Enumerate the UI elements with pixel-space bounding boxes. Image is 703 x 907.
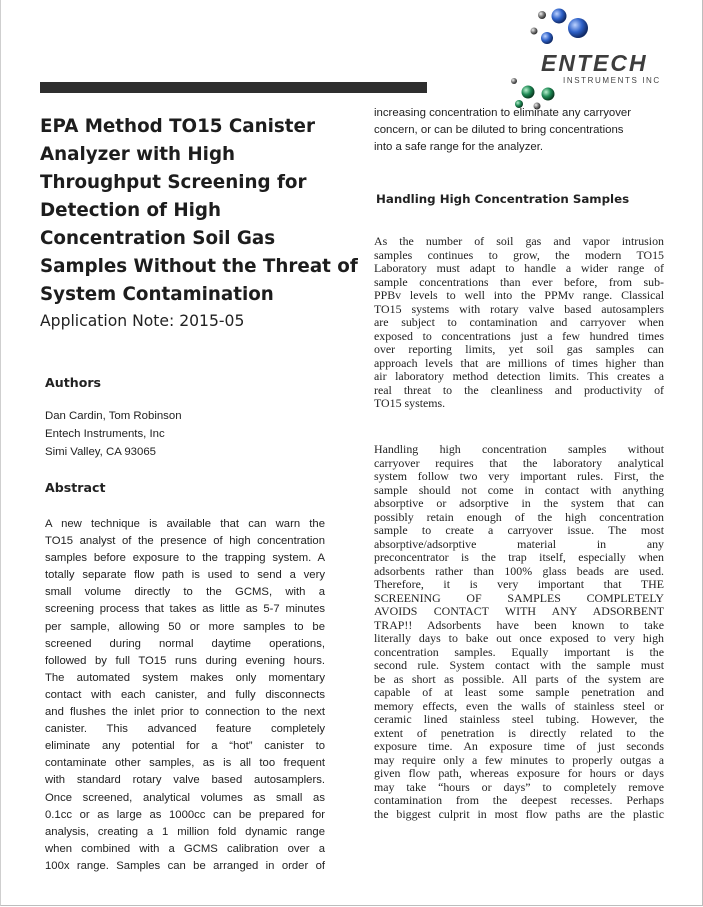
text-line: Handling high concentration samples without xyxy=(374,442,664,456)
text-line: AVOIDS CONTACT WITH ANY ADSORBENT xyxy=(374,604,664,618)
text-line: system follow two very important rules. First, the xyxy=(374,469,664,483)
text-line: exposed to concentrations just a few hundred times xyxy=(374,328,664,343)
text-line: contact with each canister, and fully disconnects xyxy=(45,688,325,701)
text-line: contamination from the deepest recesses. Perhaps xyxy=(374,793,664,807)
text-line: are subject to contamination and carryover when xyxy=(374,315,664,329)
text-line: The automated system makes only momentary xyxy=(45,671,325,684)
text-line: followed by full TO15 runs during evening hours. xyxy=(45,654,325,667)
text-line: adsorbents rather than 100% glass beads are used. xyxy=(374,563,664,578)
text-line: with standard rotary valve based autosamplers. xyxy=(45,774,325,787)
text-line: when combined with a GCMS calibration over a xyxy=(45,842,325,855)
text-line: literally days to bake out once exposed to very high xyxy=(374,631,664,645)
text-line: ceramic lined stainless steel tubing. However, the xyxy=(374,712,664,726)
author-company: Entech Instruments, Inc xyxy=(45,428,165,440)
intro-continuation xyxy=(374,105,664,156)
author-address: Simi Valley, CA 93065 xyxy=(45,446,157,458)
document-title: EPA Method TO15 Canister Analyzer with High Throughput Screening for Detection of High Concentration Soil Gas Samples Without the Threat of System Contamination xyxy=(40,116,358,305)
text-line: A new technique is available that can warn the xyxy=(45,518,325,530)
text-line: the biggest culprit in most flow paths are the plastic xyxy=(374,806,664,821)
text-line: TO15 systems with rotary valve based autosamplers xyxy=(374,301,664,316)
text-line: totally separate flow path is used to send a very xyxy=(45,569,325,582)
section-paragraph-2 xyxy=(374,443,664,821)
text-line: and flushes the inlet prior to connection to the next xyxy=(45,706,325,719)
text-line: carryover requires that the laboratory analytical xyxy=(374,455,664,470)
text-line: eliminate any potential for a “hot” canister to xyxy=(45,740,325,753)
authors-heading: Authors xyxy=(45,375,102,390)
text-line: samples before exposure to the trapping system. A xyxy=(45,552,325,565)
text-line: Once screened, analytical volumes as small as xyxy=(45,791,325,804)
text-line: canister. This advanced feature completely xyxy=(45,723,325,736)
text-line: screened during normal daytime operations, xyxy=(45,637,325,650)
text-line: sample should not come in contact with anything xyxy=(374,482,664,497)
text-line: samples continues to grow, the modern TO15 xyxy=(374,247,664,262)
text-line: TRAP!! Adsorbents have been known to take xyxy=(374,617,664,632)
text-line: memory effects, even the walls of stainless steel or xyxy=(374,698,664,713)
text-line: sample to create a carryover issue. The most xyxy=(374,523,664,537)
application-note-number: Application Note: 2015-05 xyxy=(40,312,245,330)
text-line: Therefore, it is very important that THE xyxy=(374,577,664,591)
text-line: second rule. System contact with the sample must xyxy=(374,658,664,672)
text-line: 100x range. Samples can be arranged in order of xyxy=(45,859,325,872)
text-line: extent of penetration is directly related to the xyxy=(374,725,664,740)
text-line: As the number of soil gas and vapor intrusion xyxy=(374,234,664,248)
text-line: per sample, allowing 50 or more samples to be xyxy=(45,620,325,633)
text-line: small volume directly to the GCMS, with a xyxy=(45,586,325,599)
text-line: may take “hours or days” to completely remove xyxy=(374,779,664,794)
text-line: possibly retain enough of the high concentration xyxy=(374,509,664,524)
text-line: PPBv levels to well into the PPMv range. Classical xyxy=(374,288,664,302)
text-line: SCREENING OF SAMPLES COMPLETELY xyxy=(374,590,664,605)
entech-logo xyxy=(505,6,695,110)
text-line: exposure time. An exposure time of just seconds xyxy=(374,739,664,753)
text-line: into a safe range for the analyzer. xyxy=(374,141,544,153)
text-line: capable of at least some sample penetration and xyxy=(374,685,664,699)
text-line: may require only a few minutes to properly outgas a xyxy=(374,752,664,767)
abstract-heading: Abstract xyxy=(45,480,106,495)
text-line: screening process that takes as little as 5-7 minutes xyxy=(45,603,325,616)
text-line: preconcentrator is the trap itself, especially when xyxy=(374,550,664,564)
text-line: over reporting limits, yet soil gas samples can xyxy=(374,342,664,356)
text-line: absorptive or adsorptive in the system that can xyxy=(374,496,664,510)
abstract-body xyxy=(45,516,325,875)
text-line: TO15 systems. xyxy=(374,396,446,410)
text-line: given flow path, whereas exposure for hours or days xyxy=(374,766,664,780)
section-heading: Handling High Concentration Samples xyxy=(376,192,630,206)
text-line: TO15 analyst of the presence of high concentration xyxy=(45,535,325,548)
text-line: real threat to the cleanliness and productivity of xyxy=(374,382,664,397)
author-names: Dan Cardin, Tom Robinson xyxy=(45,410,182,422)
text-line: sample concentrations than ever before, from sub- xyxy=(374,274,664,289)
text-line: concentration samples. Equally important is the xyxy=(374,644,664,659)
text-line: be as short as possible. All parts of the system are xyxy=(374,671,664,686)
header-rule xyxy=(40,82,427,93)
text-line: contaminate other samples, as is all too frequent xyxy=(45,757,325,770)
text-line: air laboratory method detection limits. This creates a xyxy=(374,369,664,383)
text-line: analysis, creating a 1 million fold dynamic range xyxy=(45,825,325,838)
text-line: 0.1cc or as large as 1000cc can be prepared for xyxy=(45,808,325,821)
text-line: Laboratory must adapt to handle a wider range of xyxy=(374,261,664,275)
text-line: absorptive/adsorptive material in any xyxy=(374,536,664,551)
text-line: concern, or can be diluted to bring concentrations xyxy=(374,124,624,136)
text-line: approach levels that are millions of times higher than xyxy=(374,355,664,370)
logo-wordmark: ENTECH xyxy=(541,50,648,76)
section-paragraph-1 xyxy=(374,235,664,411)
text-line: increasing concentration to eliminate any carryover xyxy=(374,107,632,119)
logo-subtitle: INSTRUMENTS INC xyxy=(563,76,661,85)
